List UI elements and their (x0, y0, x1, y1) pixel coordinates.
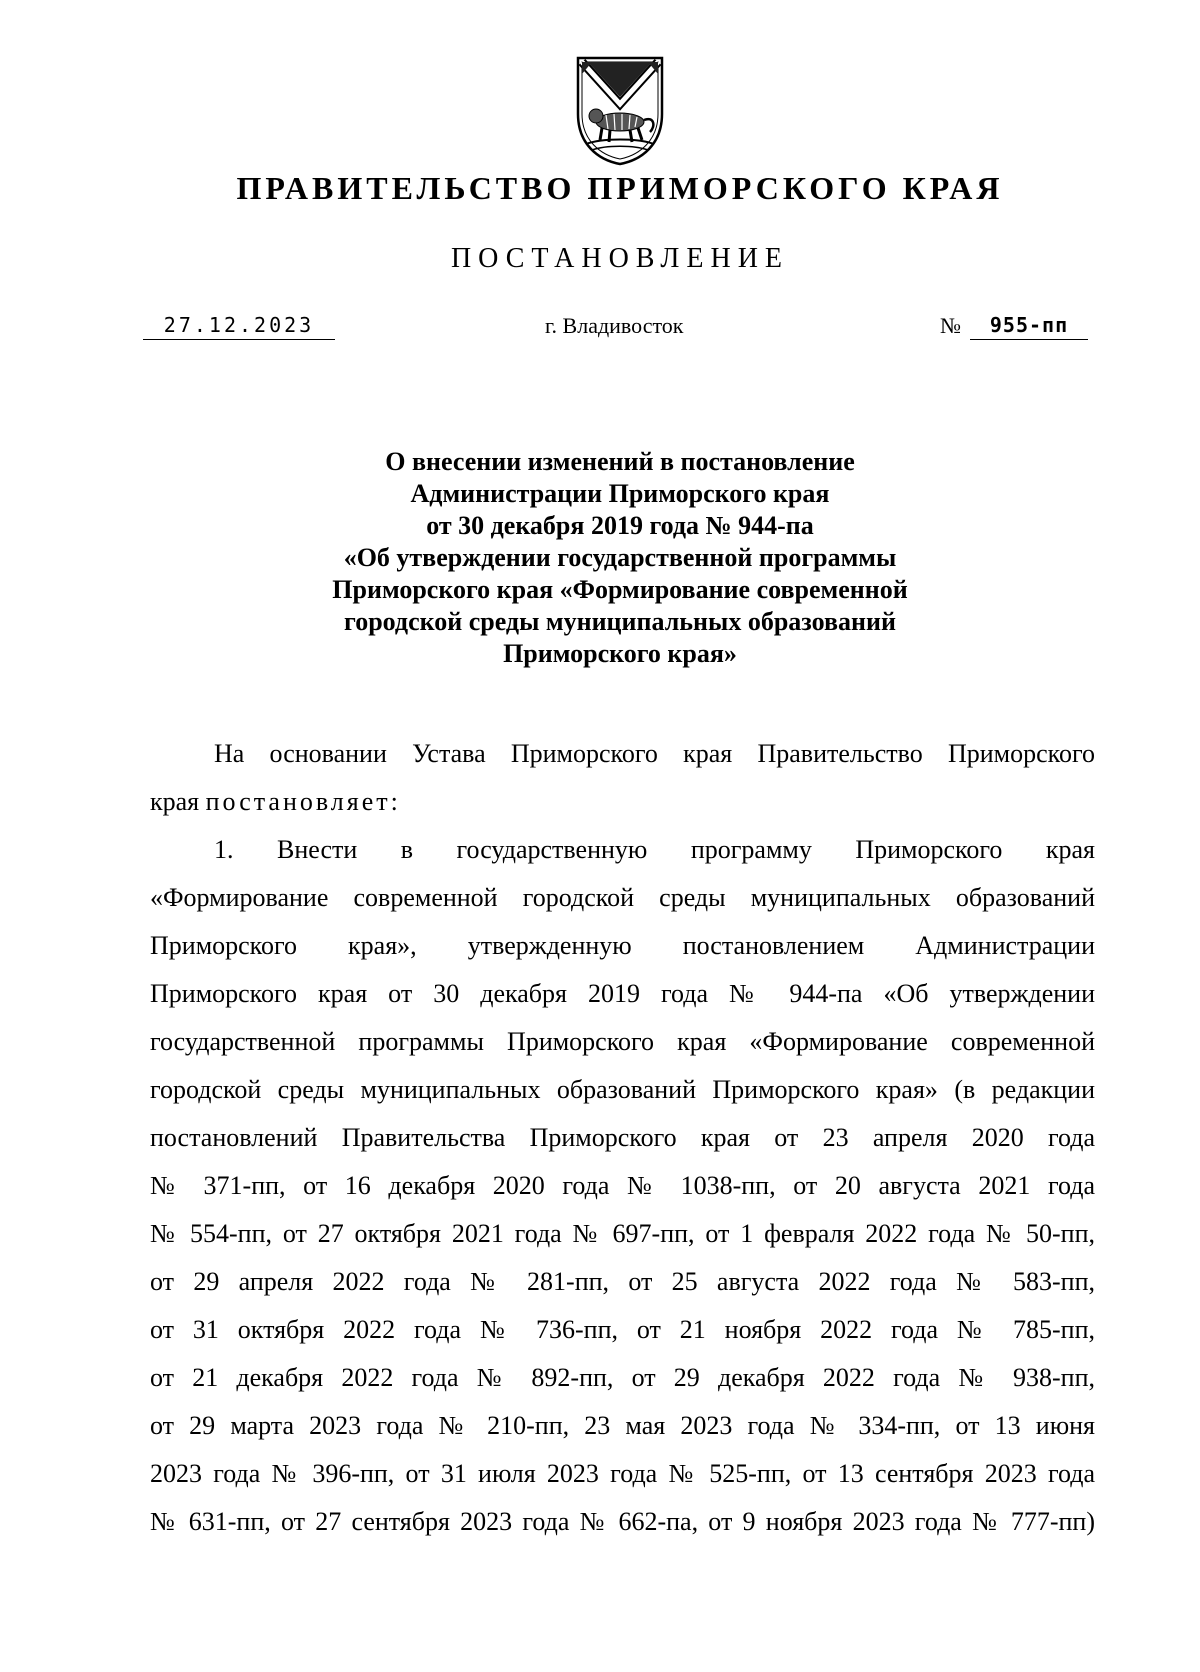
body-line: городской среды муниципальных образований Приморского края» (в редакции (150, 1075, 1095, 1104)
body-line: от 29 марта 2023 года № 210-пп, 23 мая 2023 года № 334-пп, от 13 июня (150, 1411, 1095, 1440)
title-line: Приморского края» (503, 639, 737, 668)
document-number: 955-пп (970, 313, 1088, 340)
title-line: О внесении изменений в постановление (385, 447, 855, 476)
title-line: городской среды муниципальных образований (344, 607, 896, 636)
document-number-label: № (940, 313, 961, 338)
body-line (150, 778, 1095, 826)
resolves-word: постановляет: (205, 787, 401, 816)
body-line: «Формирование современной городской среды муниципальных образований (150, 883, 1095, 912)
body-line: № 554-пп, от 27 октября 2021 года № 697-пп, от 1 февраля 2022 года № 50-пп, (150, 1219, 1095, 1248)
organization-name: ПРАВИТЕЛЬСТВО ПРИМОРСКОГО КРАЯ (236, 170, 1004, 206)
document-body (150, 730, 1095, 1546)
document-date: 27.12.2023 (143, 313, 335, 340)
title-line: Администрации Приморского края (410, 479, 830, 508)
title-line: Приморского края «Формирование современной (332, 575, 908, 604)
body-line: № 371-пп, от 16 декабря 2020 года № 1038-пп, от 20 августа 2021 года (150, 1171, 1095, 1200)
body-line: от 21 декабря 2022 года № 892-пп, от 29 декабря 2022 года № 938-пп, (150, 1363, 1095, 1392)
body-line: № 631-пп, от 27 сентября 2023 года № 662-па, от 9 ноября 2023 года № 777-пп) (150, 1507, 1095, 1536)
body-line: государственной программы Приморского края «Формирование современной (150, 1027, 1095, 1056)
body-line: постановлений Правительства Приморского края от 23 апреля 2020 года (150, 1123, 1095, 1152)
title-line: от 30 декабря 2019 года № 944-па (426, 511, 814, 540)
body-line: 1. Внести в государственную программу Приморского края (214, 835, 1095, 864)
coat-of-arms-emblem (572, 52, 668, 168)
title-line: «Об утверждении государственной программы (343, 543, 897, 572)
body-line-prefix: края (150, 787, 200, 816)
body-line: 2023 года № 396-пп, от 31 июля 2023 года № 525-пп, от 13 сентября 2023 года (150, 1459, 1095, 1488)
body-line: от 29 апреля 2022 года № 281-пп, от 25 августа 2022 года № 583-пп, (150, 1267, 1095, 1296)
document-city: г. Владивосток (545, 313, 684, 338)
body-line: от 31 октября 2022 года № 736-пп, от 21 ноября 2022 года № 785-пп, (150, 1315, 1095, 1344)
body-line: На основании Устава Приморского края Правительство Приморского (214, 739, 1095, 768)
document-title (0, 446, 1200, 670)
body-line: Приморского края от 30 декабря 2019 года № 944-па «Об утверждении (150, 979, 1095, 1008)
document-type: ПОСТАНОВЛЕНИЕ (450, 243, 790, 274)
body-line: Приморского края», утвержденную постановлением Администрации (150, 931, 1095, 960)
